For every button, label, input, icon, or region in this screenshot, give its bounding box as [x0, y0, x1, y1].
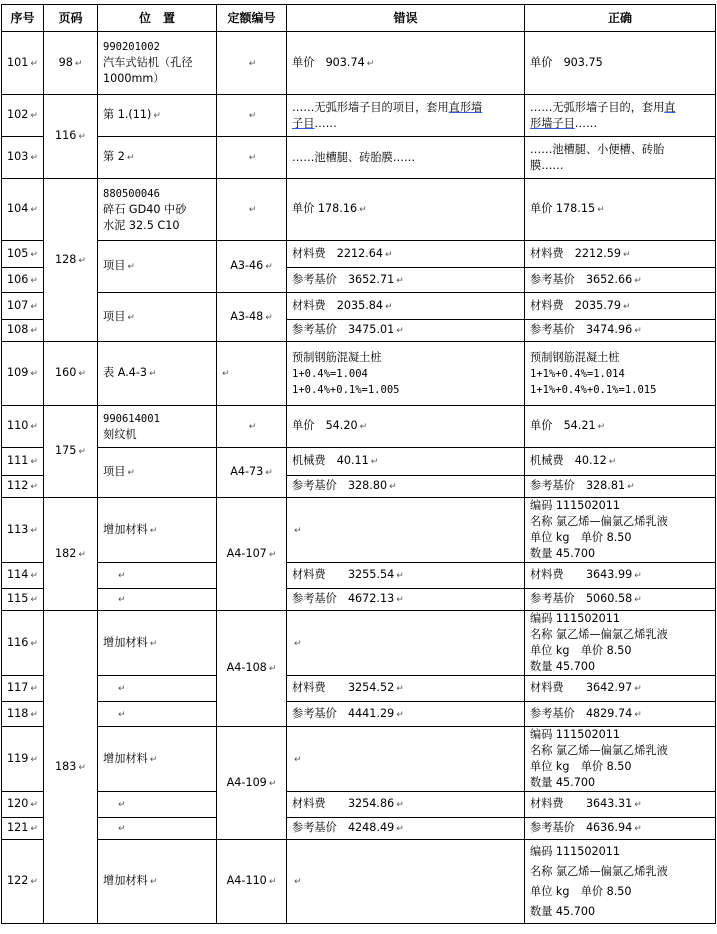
header-quota-code: 定额编号 [217, 5, 287, 32]
wrong-cell: 单价 178.16 ↵ [287, 179, 525, 241]
wrong-cell: 参考基价 328.80 ↵ [287, 476, 525, 498]
seq-cell: 112 ↵ [2, 476, 44, 498]
header-wrong: 错误 [287, 5, 525, 32]
wrong-cell: ……池槽腿、砖胎膜…… [287, 137, 525, 179]
table-row [2, 727, 716, 792]
seq-cell: 114 ↵ [2, 563, 44, 589]
quota-cell: ↵ [217, 406, 287, 448]
position-cell: 项目 ↵ [98, 448, 217, 498]
seq-cell: 111 ↵ [2, 448, 44, 476]
position-cell: 第 1.(11) ↵ [98, 95, 217, 137]
correct-cell: 编码 111502011 名称 氯乙烯—偏氯乙烯乳液 单位 kg 单价 8.50 数量 45.700 [525, 727, 716, 792]
seq-cell: 102 ↵ [2, 95, 44, 137]
correct-cell: 材料费 3642.97 ↵ [525, 676, 716, 702]
position-cell: 增加材料 ↵ [98, 611, 217, 676]
wrong-cell: ↵ [287, 498, 525, 563]
position-cell: 增加材料 ↵ [98, 498, 217, 563]
wrong-cell: 参考基价 4248.49 ↵ [287, 818, 525, 840]
position-cell: ↵ [98, 792, 217, 818]
correct-cell: 参考基价 3652.66 ↵ [525, 268, 716, 293]
position-cell: 增加材料 ↵ [98, 727, 217, 792]
table-row [2, 676, 716, 702]
correct-cell: 材料费 2035.79 ↵ [525, 293, 716, 320]
table-row [2, 293, 716, 320]
correct-cell: 机械费 40.12 ↵ [525, 448, 716, 476]
table-row [2, 241, 716, 268]
seq-cell: 118 ↵ [2, 702, 44, 727]
table-row [2, 792, 716, 818]
position-cell: 第 2 ↵ [98, 137, 217, 179]
position-cell: ↵ [98, 702, 217, 727]
seq-cell: 103 ↵ [2, 137, 44, 179]
seq-cell: 113 ↵ [2, 498, 44, 563]
position-cell: ↵ [98, 563, 217, 589]
seq-cell: 107 ↵ [2, 293, 44, 320]
seq-cell: 101 ↵ [2, 32, 44, 95]
errata-table [1, 4, 716, 924]
correct-cell: ……池槽腿、小便槽、砖胎 膜…… [525, 137, 716, 179]
quota-cell: A3-46 ↵ [217, 241, 287, 293]
wrong-cell: 材料费 2212.64 ↵ [287, 241, 525, 268]
wrong-cell: 材料费 3254.52 ↵ [287, 676, 525, 702]
correct-cell: ……无弧形墙子目的，套用直 形墙子目…… [525, 95, 716, 137]
quota-cell: ↵ [217, 32, 287, 95]
header-position: 位 置 [98, 5, 217, 32]
seq-cell: 119 ↵ [2, 727, 44, 792]
position-cell: 增加材料 ↵ [98, 840, 217, 924]
page-cell: 98 ↵ [44, 32, 98, 95]
page-cell: 116 ↵ [44, 95, 98, 179]
wrong-cell: ……无弧形墙子目的项目，套用直形墙 子目…… [287, 95, 525, 137]
wrong-cell: ↵ [287, 840, 525, 924]
seq-cell: 116 ↵ [2, 611, 44, 676]
quota-cell: A3-48 ↵ [217, 293, 287, 342]
table-row [2, 32, 716, 95]
wrong-cell: 单价 903.74 ↵ [287, 32, 525, 95]
position-cell: ↵ [98, 589, 217, 611]
correct-cell: 材料费 2212.59 ↵ [525, 241, 716, 268]
header-page: 页码 [44, 5, 98, 32]
page-cell: 182 ↵ [44, 498, 98, 611]
seq-cell: 109 ↵ [2, 342, 44, 406]
wrong-cell: 材料费 3255.54 ↵ [287, 563, 525, 589]
page-cell: 175 ↵ [44, 406, 98, 498]
seq-cell: 110 ↵ [2, 406, 44, 448]
quota-cell: ↵ [217, 342, 287, 406]
seq-cell: 121 ↵ [2, 818, 44, 840]
seq-cell: 106 ↵ [2, 268, 44, 293]
seq-cell: 120 ↵ [2, 792, 44, 818]
position-cell: ↵ [98, 818, 217, 840]
position-cell: ↵ [98, 676, 217, 702]
wrong-cell: 材料费 2035.84 ↵ [287, 293, 525, 320]
correct-cell: 预制钢筋混凝土桩 1+1%+0.4%=1.014 1+1%+0.4%+0.1%=1.015 [525, 342, 716, 406]
seq-cell: 122 ↵ [2, 840, 44, 924]
quota-cell: A4-108 ↵ [217, 611, 287, 727]
table-row [2, 498, 716, 563]
quota-cell: A4-110 ↵ [217, 840, 287, 924]
table-row [2, 611, 716, 676]
position-cell: 880500046 碎石 GD40 中砂 水泥 32.5 C10 [98, 179, 217, 241]
wrong-cell: 参考基价 3475.01 ↵ [287, 320, 525, 342]
wrong-cell: ↵ [287, 611, 525, 676]
table-row [2, 702, 716, 727]
position-cell: 项目 ↵ [98, 293, 217, 342]
seq-cell: 115 ↵ [2, 589, 44, 611]
header-seq: 序号 [2, 5, 44, 32]
table-row [2, 563, 716, 589]
table-row [2, 818, 716, 840]
quota-cell: ↵ [217, 137, 287, 179]
wrong-cell: 机械费 40.11 ↵ [287, 448, 525, 476]
correct-cell: 参考基价 328.81 ↵ [525, 476, 716, 498]
correct-cell: 单价 54.21 ↵ [525, 406, 716, 448]
wrong-cell: 单价 54.20 ↵ [287, 406, 525, 448]
page-cell: 160 ↵ [44, 342, 98, 406]
wrong-cell: 预制钢筋混凝土桩 1+0.4%=1.004 1+0.4%+0.1%=1.005 [287, 342, 525, 406]
correct-cell: 编码 111502011 名称 氯乙烯—偏氯乙烯乳液 单位 kg 单价 8.50 数量 45.700 [525, 611, 716, 676]
quota-cell: A4-107 ↵ [217, 498, 287, 611]
wrong-cell: 材料费 3254.86 ↵ [287, 792, 525, 818]
table-row [2, 406, 716, 448]
correct-cell: 编码 111502011 名称 氯乙烯—偏氯乙烯乳液 单位 kg 单价 8.50 数量 45.700 [525, 840, 716, 924]
table-row [2, 840, 716, 924]
position-cell: 项目 ↵ [98, 241, 217, 293]
wrong-cell: ↵ [287, 727, 525, 792]
correct-cell: 编码 111502011 名称 氯乙烯—偏氯乙烯乳液 单位 kg 单价 8.50 数量 45.700 [525, 498, 716, 563]
position-cell: 表 A.4-3 ↵ [98, 342, 217, 406]
page-cell: 183 ↵ [44, 611, 98, 924]
table-row [2, 589, 716, 611]
wrong-cell: 参考基价 4672.13 ↵ [287, 589, 525, 611]
seq-cell: 117 ↵ [2, 676, 44, 702]
correct-cell: 材料费 3643.99 ↵ [525, 563, 716, 589]
correct-cell: 参考基价 4829.74 ↵ [525, 702, 716, 727]
correct-cell: 单价 178.15 ↵ [525, 179, 716, 241]
correct-cell: 参考基价 5060.58 ↵ [525, 589, 716, 611]
table-row [2, 95, 716, 137]
quota-cell: A4-109 ↵ [217, 727, 287, 840]
table-row [2, 448, 716, 476]
position-cell: 990201002 汽车式钻机（孔径 1000mm） [98, 32, 217, 95]
header-correct: 正确 [525, 5, 716, 32]
table-row [2, 179, 716, 241]
wrong-cell: 参考基价 4441.29 ↵ [287, 702, 525, 727]
seq-cell: 105 ↵ [2, 241, 44, 268]
quota-cell: A4-73 ↵ [217, 448, 287, 498]
page-cell: 128 ↵ [44, 179, 98, 342]
quota-cell: ↵ [217, 95, 287, 137]
seq-cell: 108 ↵ [2, 320, 44, 342]
correct-cell: 单价 903.75 [525, 32, 716, 95]
header-row [2, 5, 716, 32]
quota-cell: ↵ [217, 179, 287, 241]
seq-cell: 104 ↵ [2, 179, 44, 241]
position-cell: 990614001 刻纹机 [98, 406, 217, 448]
table-row [2, 342, 716, 406]
table-row [2, 137, 716, 179]
correct-cell: 参考基价 3474.96 ↵ [525, 320, 716, 342]
correct-cell: 材料费 3643.31 ↵ [525, 792, 716, 818]
correct-cell: 参考基价 4636.94 ↵ [525, 818, 716, 840]
wrong-cell: 参考基价 3652.71 ↵ [287, 268, 525, 293]
